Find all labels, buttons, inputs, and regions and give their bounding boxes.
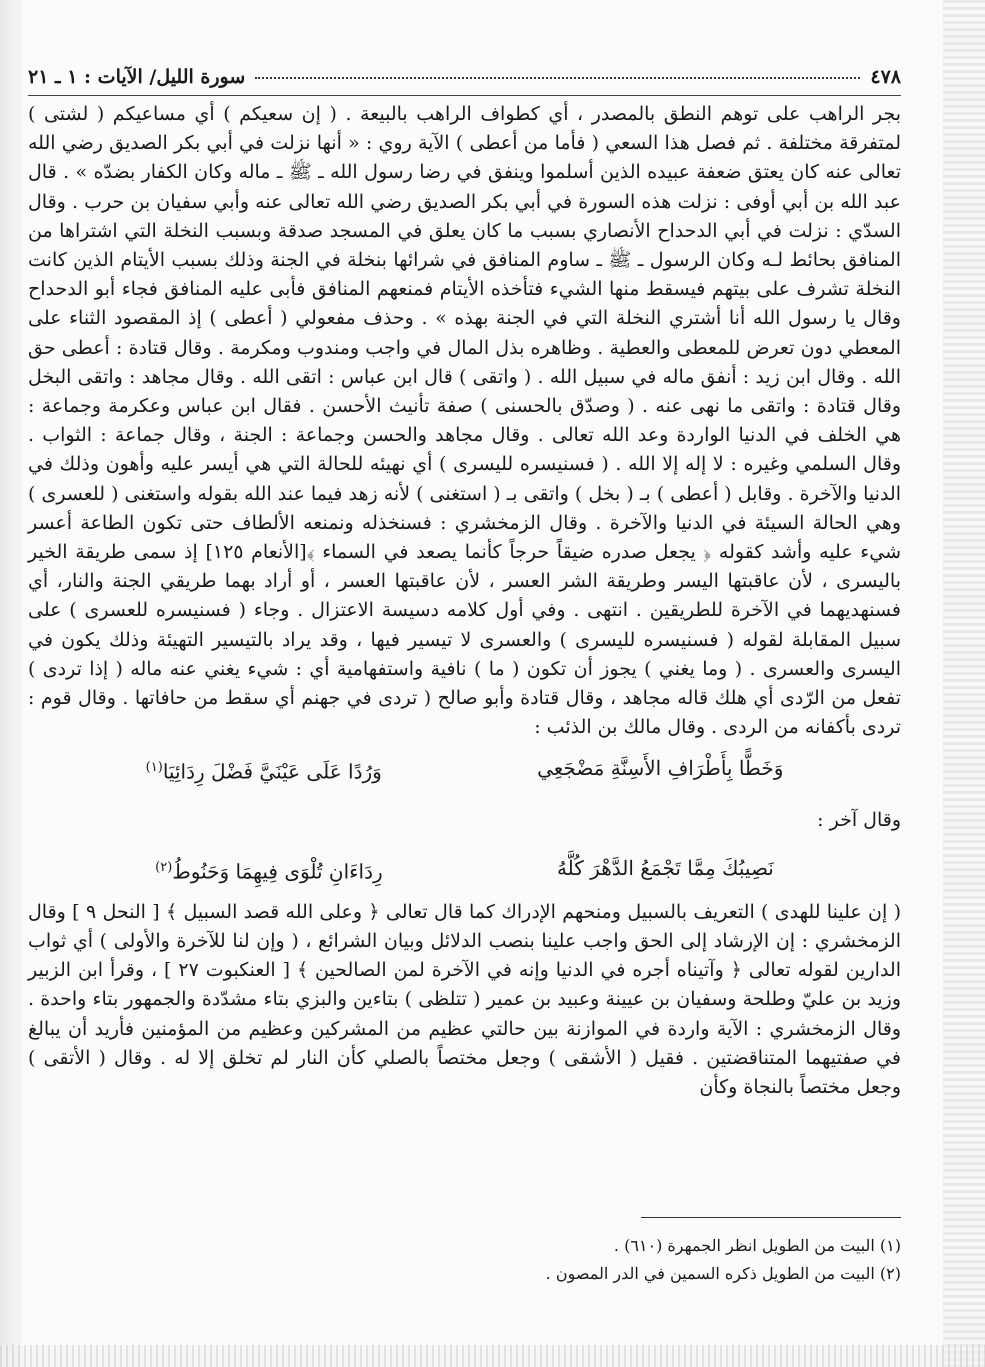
running-header: [28, 60, 901, 94]
page-number: ٤٧٨: [870, 66, 901, 88]
scan-edge-bottom: [0, 1345, 985, 1367]
poetry-verse-2: [28, 842, 901, 898]
running-title: سورة الليل/ الآيات : ١ ـ ٢١: [28, 66, 246, 88]
footnote-marker-1: (١): [145, 760, 163, 776]
verse-1-first-hemistich: وَخَطًّا بِأَطْرَافِ الأَسِنَّةِ مَضْجَعِي: [537, 756, 784, 781]
main-text: [28, 100, 901, 1102]
footnote-2: (٢) البيت من الطويل ذكره السمين في الدر المصون .: [545, 1264, 901, 1283]
verse-1-second-hemistich: [146, 742, 382, 798]
footnote-1: (١) البيت من الطويل انظر الجمهرة (٦١٠) .: [613, 1236, 901, 1255]
scan-edge-right: [943, 0, 985, 1367]
verse-intro: وقال آخر :: [817, 809, 901, 832]
verse-2-first-hemistich: نَصِيبُكَ مِمَّا تَجْمَعُ الدَّهْرَ كُلَّهُ: [556, 856, 774, 881]
verse-1-second-text: وَرُدًا عَلَى عَيْنَيَّ فَضْلَ رِدَائِيَا: [162, 760, 382, 785]
header-leader-dots: [255, 75, 860, 79]
scan-edge-left: [0, 0, 22, 1367]
paragraph-commentary-1: بجر الراهب على توهم النطق بالمصدر ، أي كطواف الراهب بالبيعة . ( إن سعيكم ) أي مساعيكم ( لشتى ) لمتفرقة مختلفة . ثم فصل هذا السعي ( فأما من أعطى ) الآية روي : « أنها نزلت في أبي بكر الصديق رضي الله تعالى عنه كان يعتق ضعفة عبيده الذين أسلموا وينفق في رضا رسول الله ـ ﷺ ـ ماله وكان الكفار بضدّه » . قال عبد الله بن أبي أوفى : نزلت هذه السورة في أبي بكر الصديق رضي الله تعالى عنه وأبي سفيان بن حرب . وقال السدّي : نزلت في أبي الدحداح الأنصاري بسبب ما كان يعلق في المسجد صدقة وبسبب النخلة التي اشتراها من المنافق بحائط لـه وكان الرسول ـ ﷺ ـ ساوم المنافق في شرائها بنخلة في الجنة وذلك بسبب الأيتام الذين كانت النخلة تشرف على بيتهم فيسقط منها الشيء فتأخذه الأيتام فمنعهم المنافق فأبى عليه المنافق فجاء أبو الدحداح وقال يا رسول الله أنا أشتري النخلة التي في الجنة بهذه » . وحذف مفعولي ( أعطى ) إذ المقصود الثناء على المعطي دون تعرض للمعطى والعطية . وظاهره بذل المال في واجب ومندوب ومكرمة . وقال قتادة : أعطى حق الله . وقال ابن زيد : أنفق ماله في سبيل الله . ( واتقى ) قال ابن عباس : اتقى الله . وقال مجاهد : واتقى البخل وقال قتادة : واتقى ما نهى عنه . ( وصدّق بالحسنى ) صفة تأنيث الأحسن . فقال ابن عباس وعكرمة وجماعة : هي الخلف في الدنيا الواردة وعد الله تعالى . وقال مجاهد والحسن وجماعة : الجنة ، وقال جماعة : الثواب . وقال السلمي وغيره : لا إله إلا الله . ( فسنيسره لليسرى ) أي نهيئه للحالة التي هي أيسر عليه وأهون وذلك في الدنيا والآخرة . وقابل ( أعطى ) بـ ( بخل ) واتقى بـ ( استغنى ) لأنه زهد فيما عند الله بقوله واستغنى ( للعسرى ) وهي الحالة السيئة في الدنيا والآخرة . وقال الزمخشري : فسنخذله ونمنعه الألطاف حتى تكون الطاعة أعسر شيء عليه وأشد كقوله ﴿ يجعل صدره ضيقاً حرجاً كأنما يصعد في السماء ﴾[الأنعام ١٢٥] إذ سمى طريقة الخير باليسرى ، لأن عاقبتها اليسر وطريقة الشر العسر ، لأن عاقبتها العسر ، أو أراد بهما طريقي الجنة والنار، أي فسنهديهما في الآخرة للطريقين . انتهى . وفي أول كلامه دسيسة الاعتزال . وجاء ( فسنيسره للعسرى ) على سبيل المقابلة لقوله ( فسنيسره لليسرى ) والعسرى لا تيسير فيها ، وقد يراد بالتيسير التهيئة وذلك يكون في اليسرى والعسرى . ( وما يغني ) يجوز أن تكون ( ما ) نافية واستفهامية أي : شيء يغني عنه ماله ( إذا تردى ) تفعل من الرّدى أي هلك قاله مجاهد ، وقال قتادة وأبو صالح ( تردى في جهنم أي سقط من حافاتها . وقال قوم : تردى بأكفانه من الردى . وقال مالك بن الذئب :: [28, 103, 902, 739]
paragraph-commentary-2: ( إن علينا للهدى ) التعريف بالسبيل ومنحهم الإدراك كما قال تعالى ﴿ وعلى الله قصد السبيل ﴾ [ النحل ٩ ] وقال الزمخشري : إن الإرشاد إلى الحق واجب علينا بنصب الدلائل وبيان الشرائع ، ( وإن لنا للآخرة والأولى ) أي ثواب الدارين لقوله تعالى ﴿ وآتيناه أجره في الدنيا وإنه في الآخرة لمن الصالحين ﴾ [ العنكبوت ٢٧ ] ، وقرأ ابن الزبير وزيد بن عليّ وطلحة وسفيان بن عيينة وعبيد بن عمير ( تتلظى ) بتاءين والبزي بتاء مشدّدة والجمهور بتاء واحدة . وقال الزمخشري : الآية واردة في الموازنة بين حالتي عظيم من المشركين وعظيم من المؤمنين فأريد أن يبالغ في صفتيهما المتناقضتين . فقيل ( الأشقى ) وجعل مختصاً بالصلي كأن النار لم تخلق إلا له . وقال ( الأتقى ) وجعل مختصاً بالنجاة وكأن: [28, 900, 902, 1098]
footnote-marker-2: (٢): [155, 860, 173, 876]
poetry-verse-1: [28, 742, 901, 798]
footnote-rule: [641, 1217, 901, 1218]
verse-2-second-text: رِدَاءَانِ تُلْوَى فِيهِمَا وَحَنُوطُ: [172, 859, 383, 884]
footnotes: [300, 1232, 901, 1288]
verse-2-second-hemistich: [155, 842, 383, 898]
header-rule: [28, 95, 901, 96]
